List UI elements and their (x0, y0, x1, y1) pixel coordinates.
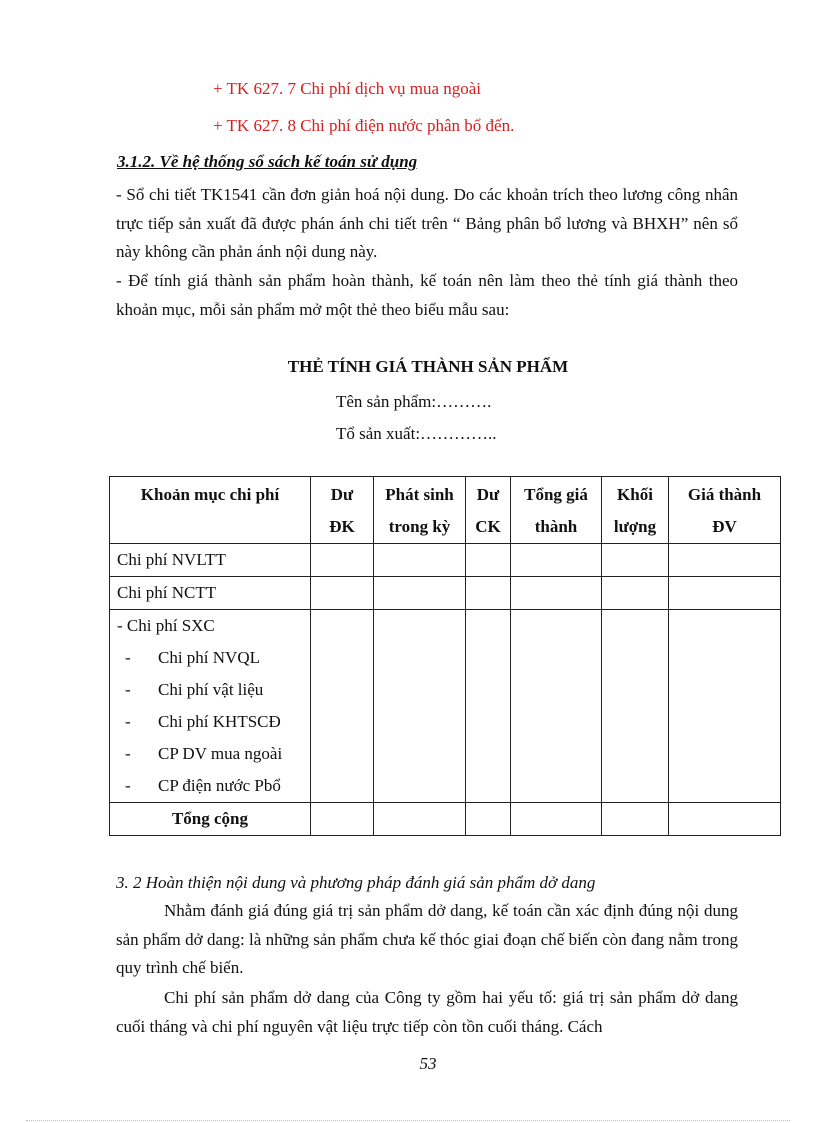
sxc-sub-item: - Chi phí vật liệu (125, 680, 264, 699)
header-total-cost: Tổng giá thành (511, 477, 602, 544)
cost-card-table (109, 476, 781, 836)
paragraph-cost-card: - Để tính giá thành sản phẩm hoàn thành, kế toán nên làm theo thẻ tính giá thành theo khoản mục, mỗi sản phẩm mở một thẻ theo biểu mẫu sau: (116, 271, 738, 319)
card-title: THẺ TÍNH GIÁ THÀNH SẢN PHẨM (287, 357, 569, 376)
table-row-sxc (110, 610, 781, 803)
paragraph-wip-cost: Chi phí sản phẩm dở dang của Công ty gồm hai yếu tố: giá trị sản phẩm dở dang cuối tháng và chi phí nguyên vật liệu trực tiếp còn tồn cuối tháng. Cách (116, 988, 738, 1036)
table-row (110, 544, 781, 577)
header-cost-item: Khoản mục chi phí (110, 477, 311, 544)
table-row-total (110, 803, 781, 836)
row-label-sxc-group (110, 610, 311, 803)
table-row (110, 577, 781, 610)
row-label-sxc: - Chi phí SXC (117, 616, 215, 635)
header-closing-balance: Dư CK (466, 477, 511, 544)
sxc-sub-item: - CP điện nước Pbổ (125, 776, 281, 795)
table-header-row (110, 477, 781, 544)
red-bullet-tk6277: + TK 627. 7 Chi phí dịch vụ mua ngoài (213, 79, 482, 98)
sxc-sub-item: - Chi phí KHTSCĐ (125, 712, 281, 731)
workshop-field: Tổ sản xuất:………….. (336, 424, 497, 443)
header-unit-cost: Giá thành ĐV (669, 477, 781, 544)
section-heading-32: 3. 2 Hoàn thiện nội dung và phương pháp đánh giá sản phẩm dở dang (116, 873, 596, 892)
sxc-sub-item: - CP DV mua ngoài (125, 744, 283, 763)
page-number: 53 (419, 1054, 437, 1073)
row-label-nvltt: Chi phí NVLTT (110, 544, 311, 577)
page-break-divider (26, 1120, 790, 1121)
header-quantity: Khối lượng (602, 477, 669, 544)
paragraph-wip-definition: Nhằm đánh giá đúng giá trị sản phẩm dở dang, kế toán cần xác định đúng nội dung sản phẩm dở dang: là những sản phẩm chưa kế thóc giai đoạn chế biến còn đang nằm trong quy trình chế biến. (116, 901, 738, 977)
section-heading-312: 3.1.2. Về hệ thống sổ sách kế toán sử dụng (117, 152, 418, 171)
row-label-nctt: Chi phí NCTT (110, 577, 311, 610)
row-label-total: Tổng cộng (110, 803, 311, 836)
header-incurred: Phát sinh trong kỳ (374, 477, 466, 544)
paragraph-detail-ledger: - Sổ chi tiết TK1541 cần đơn giản hoá nội dung. Do các khoản trích theo lương công nhân trực tiếp sản xuất đã được phán ánh chi tiết trên “ Bảng phân bổ lương và BHXH” nên sổ này không cần phản ánh nội dung này. (116, 185, 738, 261)
header-opening-balance: Dư ĐK (311, 477, 374, 544)
sxc-sub-item: - Chi phí NVQL (125, 648, 260, 667)
product-name-field: Tên sản phẩm:………. (336, 392, 492, 411)
red-bullet-tk6278: + TK 627. 8 Chi phí điện nước phân bổ đến. (213, 116, 515, 135)
